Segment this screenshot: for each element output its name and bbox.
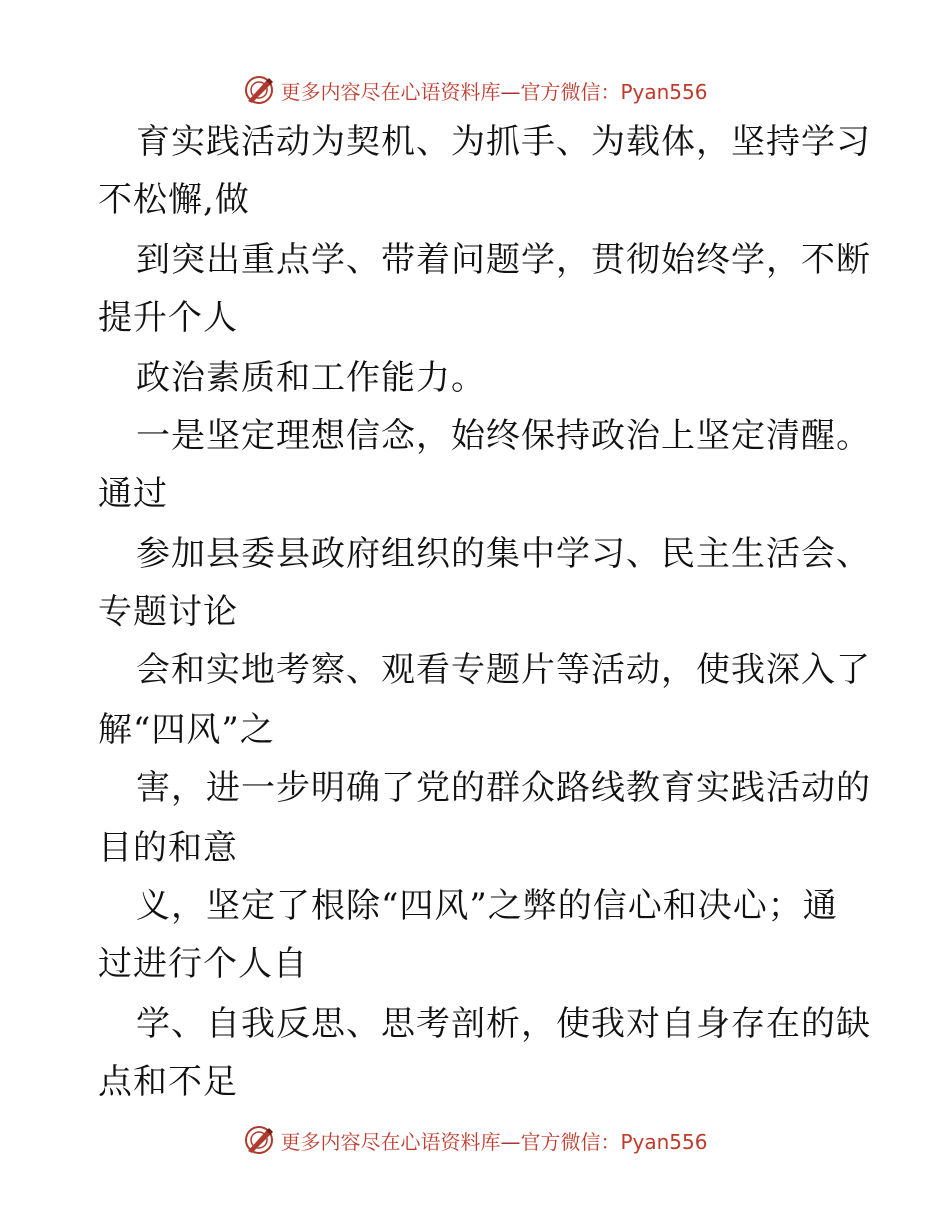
- pen-logo-icon: [242, 1123, 276, 1157]
- header-watermark-banner: [0, 70, 950, 110]
- body-line: 义，坚定了根除“四风”之弊的信心和决心；通: [136, 886, 838, 926]
- body-line: 过进行个人自: [98, 944, 308, 984]
- pen-logo-icon: [242, 73, 276, 107]
- body-line: 会和实地考察、观看专题片等活动，使我深入了: [136, 650, 871, 690]
- watermark-main: 更多内容尽在心语资料库: [280, 79, 501, 104]
- body-line: 学、自我反思、思考剖析，使我对自身存在的缺: [136, 1004, 871, 1044]
- body-line: 一是坚定理想信念，始终保持政治上坚定清醒。: [136, 416, 871, 456]
- watermark-dash: —: [500, 79, 521, 104]
- body-line: 害，进一步明确了党的群众路线教育实践活动的: [136, 768, 871, 808]
- footer-watermark-banner: [0, 1120, 950, 1160]
- body-line: 提升个人: [98, 298, 238, 338]
- body-line: 参加县委县政府组织的集中学习、民主生活会、: [136, 534, 871, 574]
- body-line: 政治素质和工作能力。: [136, 358, 486, 398]
- body-line: 育实践活动为契机、为抓手、为载体，坚持学习: [136, 122, 871, 162]
- watermark-tail: 官方微信：Pyan556: [520, 79, 708, 104]
- watermark-text: [280, 76, 707, 105]
- body-line: 目的和意: [98, 828, 238, 868]
- body-line: 不松懈,做: [98, 180, 250, 220]
- watermark-text: [280, 1126, 707, 1155]
- watermark-dash: —: [500, 1129, 521, 1154]
- body-line: 通过: [98, 474, 168, 514]
- watermark-main: 更多内容尽在心语资料库: [280, 1129, 501, 1154]
- body-line: 解“四风”之: [98, 710, 275, 750]
- body-line: 专题讨论: [98, 592, 238, 632]
- body-line: 点和不足: [98, 1062, 238, 1102]
- body-line: 到突出重点学、带着问题学，贯彻始终学，不断: [136, 240, 871, 280]
- watermark-tail: 官方微信：Pyan556: [520, 1129, 708, 1154]
